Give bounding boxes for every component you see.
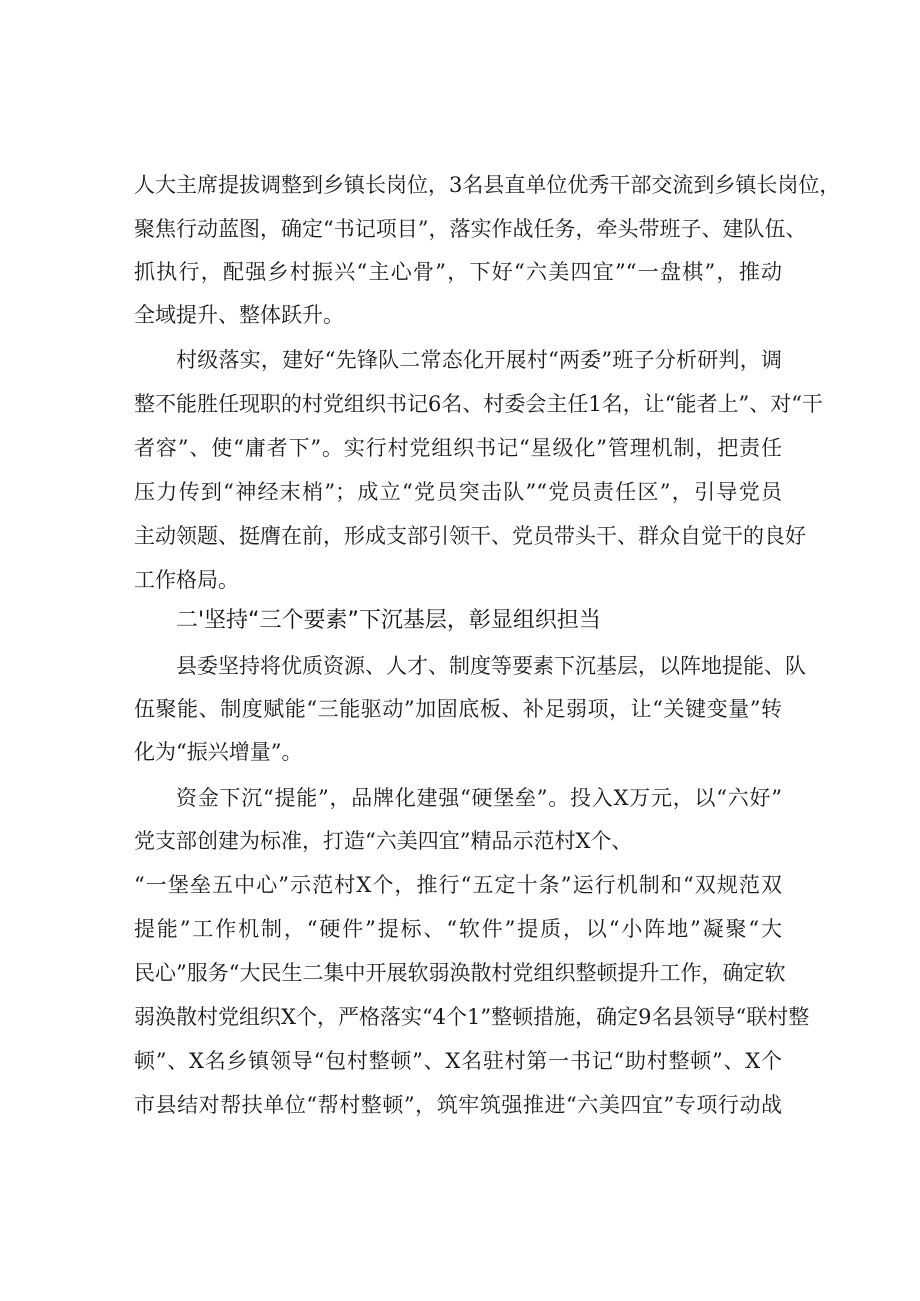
paragraph-2-line-4: 压力传到“神经末梢”；成立“党员突击队”“党员责任区”，引导党员 — [134, 480, 782, 504]
paragraph-4-line-7: 顿”、X名乡镇领导“包村整顿”、X名驻村第一书记“助村整顿”、X个 — [134, 1049, 782, 1073]
paragraph-2-line-3: 者容”、使“庸者下”。实行村党组织书记“星级化”管理机制，把责任 — [134, 436, 782, 460]
paragraph-1-line-2: 聚焦行动蓝图，确定“书记项目”，落实作战任务，牵头带班子、建队伍、 — [134, 217, 807, 241]
paragraph-4-line-1: 资金下沉“提能”，品牌化建强“硬堡垒”。投入X万元，以“六好” — [176, 786, 782, 810]
paragraph-3-line-1: 县委坚持将优质资源、人才、制度等要素下沉基层，以阵地提能、队 — [176, 654, 806, 678]
paragraph-1-line-1: 人大主席提拔调整到乡镇长岗位，3名县直单位优秀干部交流到乡镇长岗位， — [134, 173, 841, 197]
paragraph-2-line-6: 工作格局。 — [134, 568, 239, 592]
paragraph-4-line-3: “一堡垒五中心”示范村X个，推行“五定十条”运行机制和“双规范双 — [134, 873, 782, 897]
paragraph-2-line-1: 村级落实，建好“先锋队二常态化开展村“两委”班子分析研判，调 — [176, 348, 782, 372]
paragraph-3-line-2: 伍聚能、制度赋能“三能驱动”加固底板、补足弱项，让“关键变量”转 — [134, 697, 782, 721]
paragraph-1-line-3: 抓执行，配强乡村振兴“主心骨”，下好“六美四宜”“一盘棋”，推动 — [134, 260, 782, 284]
paragraph-4-line-6: 弱涣散村党组织X个，严格落实“4个1”整顿措施，确定9名县领导“联村整 — [134, 1005, 810, 1029]
paragraph-4-line-5: 民心”服务“大民生二集中开展软弱涣散村党组织整顿提升工作，确定软 — [134, 961, 786, 985]
paragraph-3-line-3: 化为“振兴增量”。 — [134, 740, 303, 764]
paragraph-4-line-2: 党支部创建为标准，打造“六美四宜”精品示范村X个、 — [134, 829, 633, 853]
paragraph-2-line-5: 主动领题、挺膺在前，形成支部引领干、党员带头干、群众自觉干的良好 — [134, 524, 806, 548]
paragraph-2-line-2: 整不能胜任现职的村党组织书记6名、村委会主任1名，让“能者上”、对“干 — [134, 392, 823, 416]
paragraph-4-line-4: 提能”工作机制，“硬件”提标、“软件”提质，以“小阵地”凝聚“大 — [134, 917, 782, 941]
paragraph-4-line-8: 市县结对帮扶单位“帮村整顿”，筑牢筑强推进“六美四宜”专项行动战 — [134, 1093, 782, 1117]
paragraph-1-line-4: 全域提升、整体跃升。 — [134, 303, 344, 327]
section-heading: 二'坚持“三个要素”下沉基层，彰显组织担当 — [176, 608, 601, 633]
